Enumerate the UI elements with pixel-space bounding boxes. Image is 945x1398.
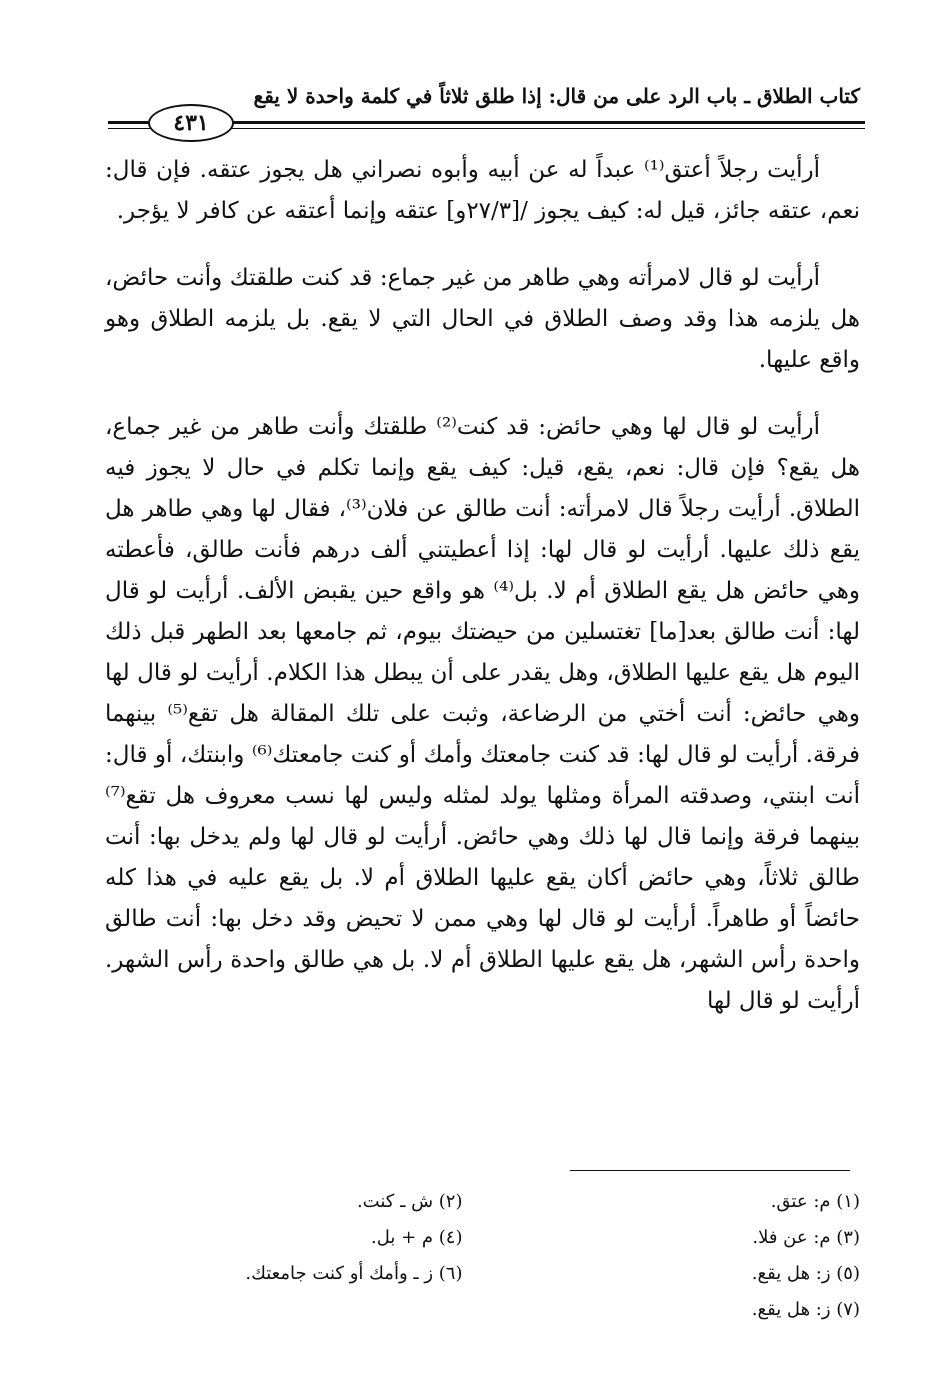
- footnote: (٤) م + بل.: [371, 1227, 463, 1248]
- paragraph: أرأيت لو قال لها وهي حائض: قد كنت⁽²⁾ طلقتك وأنت طاهر من غير جماع، هل يقع؟ فإن قال: نعم، يقع، قيل: كيف يقع وإنما تكلم في حال لا يجوز فيه الطلاق. أرأيت رجلاً قال لامرأته: أنت طالق عن فلان⁽³⁾، فقال لها وهي طاهر هل يقع ذلك عليها. أرأيت لو قال لها: إذا أعطيتني ألف درهم فأنت طالق، فأعطته وهي حائض هل يقع الطلاق أم لا. بل⁽⁴⁾ هو واقع حين يقبض الألف. أرأيت لو قال لها: أنت طالق بعد[ما] تغتسلين من حيضتك بيوم، ثم جامعها بعد الطهر قبل ذلك اليوم هل يقع عليها الطلاق، وهل يقدر على أن يبطل هذا الكلام. أرأيت لو قال لها وهي حائض: أنت أختي من الرضاعة، وثبت على تلك المقالة هل تقع⁽⁵⁾ بينهما فرقة. أرأيت لو قال لها: قد كنت جامعتك وأمك أو كنت جامعتك⁽⁶⁾ وابنتك، أو قال: أنت ابنتي، وصدقته المرأة ومثلها يولد لمثله وليس لها نسب معروف هل تقع⁽⁷⁾ بينهما فرقة وإنما قال لها ذلك وهي حائض. أرأيت لو قال لها ولم يدخل بها: أنت طالق ثلاثاً، وهي حائض أكان يقع عليها الطلاق أم لا. بل يقع عليه في هذا كله حائضاً أو طاهراً. أرأيت لو قال لها وهي ممن لا تحيض وقد دخل بها: أنت طالق واحدة رأس الشهر، هل يقع عليها الطلاق أم لا. بل هي طالق واحدة رأس الشهر. أرأيت لو قال لها: [105, 414, 861, 1014]
- footnote: (٧) ز: هل يقع.: [751, 1299, 860, 1320]
- footnote: (١) م: عتق.: [770, 1191, 860, 1212]
- footnote: (٢) ش ـ كنت.: [356, 1191, 463, 1212]
- main-text: [105, 150, 860, 1022]
- footnotes: [105, 1184, 860, 1328]
- footnote: (٦) ز ـ وأمك أو كنت جامعتك.: [245, 1263, 463, 1284]
- footnote: (٣) م: عن فلا.: [752, 1227, 860, 1248]
- footnote-separator: [570, 1170, 850, 1171]
- paragraph: أرأيت لو قال لامرأته وهي طاهر من غير جماع: قد كنت طلقتك وأنت حائض، هل يلزمه هذا وقد وصف الطلاق في الحال التي لا يقع. بل يلزمه الطلاق وهو واقع عليها.: [105, 265, 860, 373]
- footnote: (٥) ز: هل يقع.: [751, 1263, 860, 1284]
- paragraph: أرأيت رجلاً أعتق⁽¹⁾ عبداً له عن أبيه وأبوه نصراني هل يجوز عتقه. فإن قال: نعم، عتقه جائز، قيل له: كيف يجوز /[٢٧/٣و] عتقه وإنما أعتقه عن كافر لا يؤجر.: [105, 157, 860, 224]
- page-number: ٤٣١: [148, 104, 234, 142]
- running-header: كتاب الطلاق ـ باب الرد على من قال: إذا طلق ثلاثاً في كلمة واحدة لا يقع: [253, 84, 860, 108]
